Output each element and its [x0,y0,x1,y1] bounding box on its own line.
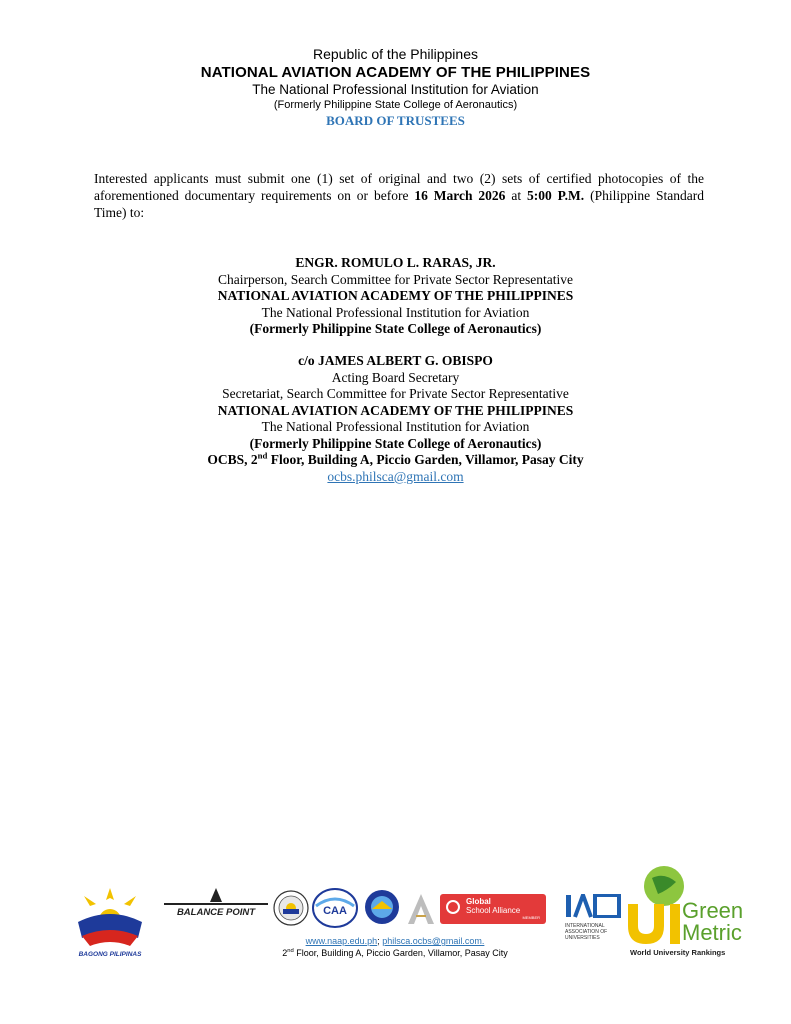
republic-line: Republic of the Philippines [313,46,478,62]
svg-text:BAGONG PILIPINAS: BAGONG PILIPINAS [78,951,142,958]
government-seal-logo [273,890,309,926]
instructions-paragraph [94,170,704,221]
svg-text:BALANCE POINT: BALANCE POINT [176,907,256,918]
chair-position: Chairperson, Search Committee for Private Sector Representative [217,271,573,287]
addressee-chairperson [0,255,791,338]
letterhead [0,46,791,129]
deadline-date: 16 March 2026 [414,188,506,203]
secretary-address: OCBS, 2nd Floor, Building A, Piccio Garden, Villamor, Pasay City [207,450,584,467]
institution-name: NATIONAL AVIATION ACADEMY OF THE PHILIPPINES [200,64,591,81]
chair-subtitle: The National Professional Institution for Aviation [261,304,530,320]
iau-mark-icon [565,894,621,918]
para-at: at [505,188,528,203]
secretary-subtitle: The National Professional Institution for Aviation [261,419,530,434]
chair-institution: NATIONAL AVIATION ACADEMY OF THE PHILIPPINES [217,288,574,303]
formerly-line: (Formerly Philippine State College of Aeronautics) [273,99,518,111]
board-of-trustees: BOARD OF TRUSTEES [326,113,465,128]
svg-text:CAA: CAA [323,905,347,917]
deadline-time: 5:00 P.M. [527,188,585,203]
bagong-pilipinas-logo [70,886,150,960]
caa-logo [312,888,358,928]
chair-name: ENGR. ROMULO L. RARAS, JR. [295,255,496,270]
footer-logos [0,860,791,980]
secretary-institution: NATIONAL AVIATION ACADEMY OF THE PHILIPPINES [217,402,574,418]
footer-email-link[interactable]: philsca.ocbs@gmail.com. [382,936,485,946]
institution-subtitle: The National Professional Institution for Aviation [252,82,539,97]
footer-contact: www.naap.edu.ph; philsca.ocbs@gmail.com. 2nd Floor, Building A, Piccio Garden, Villamor, Pasay City [250,935,540,959]
ui-greenmetric-logo: Green Metric World University Rankings [624,864,754,960]
global-school-alliance-logo: Global School Alliance MEMBER [440,894,546,924]
iau-text: INTERNATIONAL ASSOCIATION OF UNIVERSITIES [565,923,608,941]
aviation-a-logo [404,890,438,926]
academy-emblem-logo [364,889,400,927]
iau-logo [565,894,621,942]
addressee-secretary [0,353,791,485]
website-link[interactable]: www.naap.edu.ph [305,936,378,946]
balance-point-logo [162,886,270,920]
secretary-position: Acting Board Secretary [331,369,460,385]
para-start: Interested applicants must submit one (1) set of original and two (2) sets of certified photocopies of the aforementioned documentary requirements on or before [94,171,704,203]
chair-formerly: (Formerly Philippine State College of Aeronautics) [249,321,542,336]
para-end: (Philippine Standard Time) to: [94,188,704,220]
secretary-formerly: (Formerly Philippine State College of Aeronautics) [249,435,542,451]
footer-address: 2nd Floor, Building A, Piccio Garden, Villamor, Pasay City [282,948,508,958]
ocbs-email-link[interactable]: ocbs.philsca@gmail.com [327,468,464,484]
secretariat-position: Secretariat, Search Committee for Private Sector Representative [222,386,569,401]
secretary-name: c/o JAMES ALBERT G. OBISPO [298,353,493,368]
